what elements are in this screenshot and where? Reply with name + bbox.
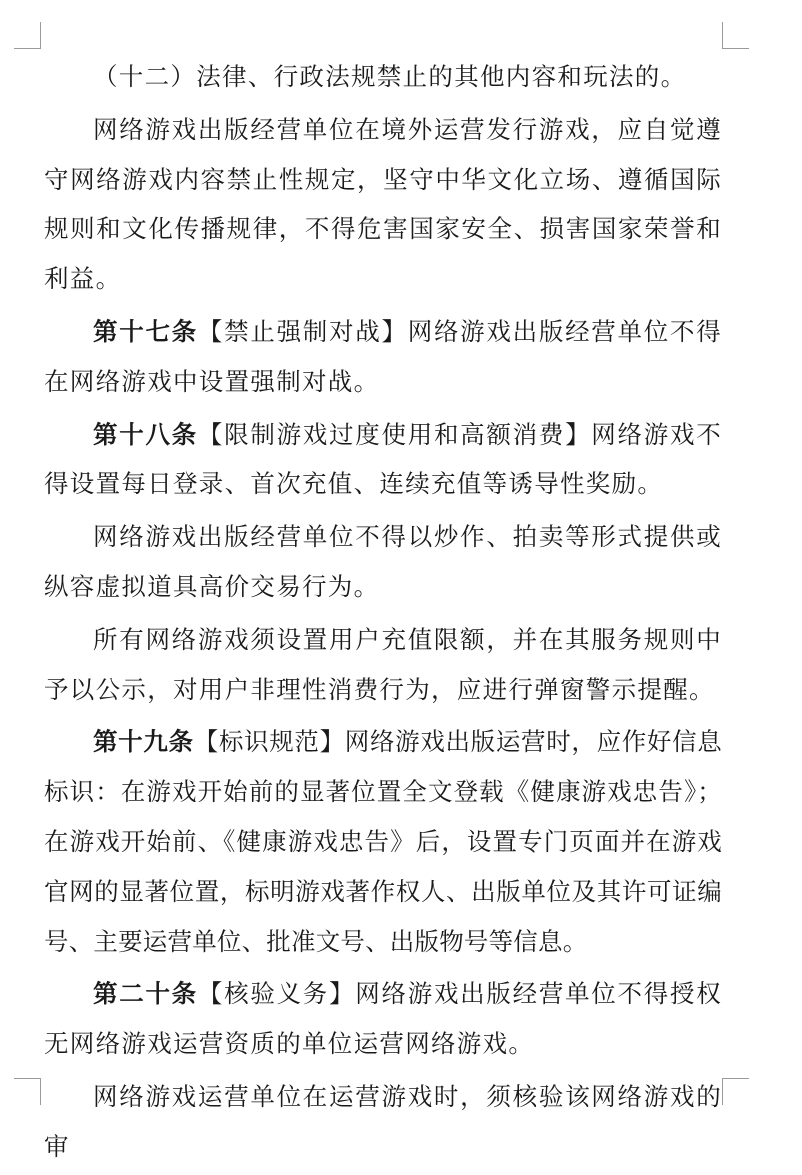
article-19	[44, 717, 722, 966]
paragraph-text: 【限制游戏过度使用和高额消费】网络游戏不得设置每日登录、首次充值、连续充值等诱导性奖励。	[44, 419, 722, 499]
article-number: 第十七条	[93, 316, 198, 346]
paragraph-text: 【禁止强制对战】网络游戏出版经营单位不得在网络游戏中设置强制对战。	[44, 316, 722, 396]
article-17	[44, 307, 722, 407]
paragraph-overseas-operation	[44, 105, 722, 304]
paragraph-text: 网络游戏运营单位在运营游戏时，须核验该网络游戏的审	[44, 1081, 722, 1161]
paragraph-text: （十二）法律、行政法规禁止的其他内容和玩法的。	[93, 62, 687, 91]
crop-mark-bottom-left	[14, 1078, 41, 1105]
crop-mark-bottom-right	[722, 1078, 749, 1105]
article-18	[44, 410, 722, 510]
paragraph-item-12	[44, 52, 722, 102]
paragraph-verification	[44, 1072, 722, 1172]
article-number: 第二十条	[93, 979, 198, 1009]
paragraph-text: 所有网络游戏须设置用户充值限额，并在其服务规则中予以公示，对用户非理性消费行为，应进行弹窗警示提醒。	[44, 624, 722, 704]
paragraph-text: 网络游戏出版经营单位不得以炒作、拍卖等形式提供或纵容虚拟道具高价交易行为。	[44, 522, 722, 601]
article-number: 第十八条	[93, 419, 198, 449]
paragraph-virtual-items	[44, 512, 722, 612]
article-number: 第十九条	[93, 727, 194, 757]
document-page	[44, 52, 722, 1175]
paragraph-text: 网络游戏出版经营单位在境外运营发行游戏，应自觉遵守网络游戏内容禁止性规定，坚守中华文化立场、遵循国际规则和文化传播规律，不得危害国家安全、损害国家荣誉和利益。	[44, 114, 722, 294]
crop-mark-top-right	[722, 22, 749, 49]
article-20	[44, 969, 722, 1069]
crop-mark-top-left	[14, 22, 41, 49]
paragraph-text: 【标识规范】网络游戏出版运营时，应作好信息标识：在游戏开始前的显著位置全文登载《健康游戏忠告》；在游戏开始前、《健康游戏忠告》后，设置专门页面并在游戏官网的显著位置，标明游戏著作权人、出版单位及其许可证编号、主要运营单位、批准文号、出版物号等信息。	[44, 727, 722, 956]
paragraph-recharge-limit	[44, 615, 722, 715]
paragraph-text: 【核验义务】网络游戏出版经营单位不得授权无网络游戏运营资质的单位运营网络游戏。	[44, 979, 722, 1059]
